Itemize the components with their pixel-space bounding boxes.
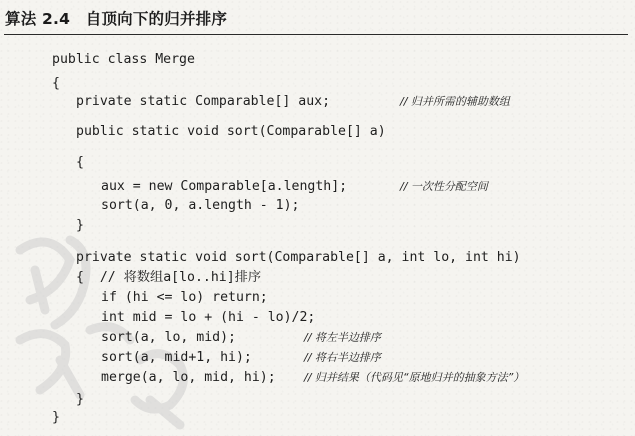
code-line-5: { <box>76 155 84 170</box>
code-line-14: sort(a, mid+1, hi); <box>101 350 252 365</box>
code-line-1: public class Merge <box>52 52 195 67</box>
code-line-6: aux = new Comparable[a.length]; <box>101 179 348 194</box>
code-line-4: public static void sort(Comparable[] a) <box>76 124 386 139</box>
code-comment-15: // 归并结果（代码见“原地归并的抽象方法”） <box>304 371 525 384</box>
code-line-3: private static Comparable[] aux; <box>76 94 331 109</box>
code-line-11: if (hi <= lo) return; <box>101 290 268 305</box>
code-line-2: { <box>52 76 60 91</box>
code-line-8: } <box>76 218 84 233</box>
code-comment-3: // 归并所需的辅助数组 <box>400 95 510 108</box>
code-line-16: } <box>76 392 84 407</box>
code-line-15: merge(a, lo, mid, hi); <box>101 370 276 385</box>
code-line-9: private static void sort(Comparable[] a, int lo, int hi) <box>76 250 521 265</box>
algorithm-heading: 算法 2.4 自顶向下的归并排序 <box>5 10 228 28</box>
code-comment-6: // 一次性分配空间 <box>400 180 488 193</box>
code-line-12: int mid = lo + (hi - lo)/2; <box>101 310 316 325</box>
code-line-10: { // 将数组a[lo..hi]排序 <box>76 270 262 285</box>
code-comment-14: // 将右半边排序 <box>304 351 381 364</box>
code-line-17: } <box>52 410 60 425</box>
code-line-7: sort(a, 0, a.length - 1); <box>101 198 300 213</box>
code-line-13: sort(a, lo, mid); <box>101 330 236 345</box>
code-comment-13: // 将左半边排序 <box>304 331 381 344</box>
